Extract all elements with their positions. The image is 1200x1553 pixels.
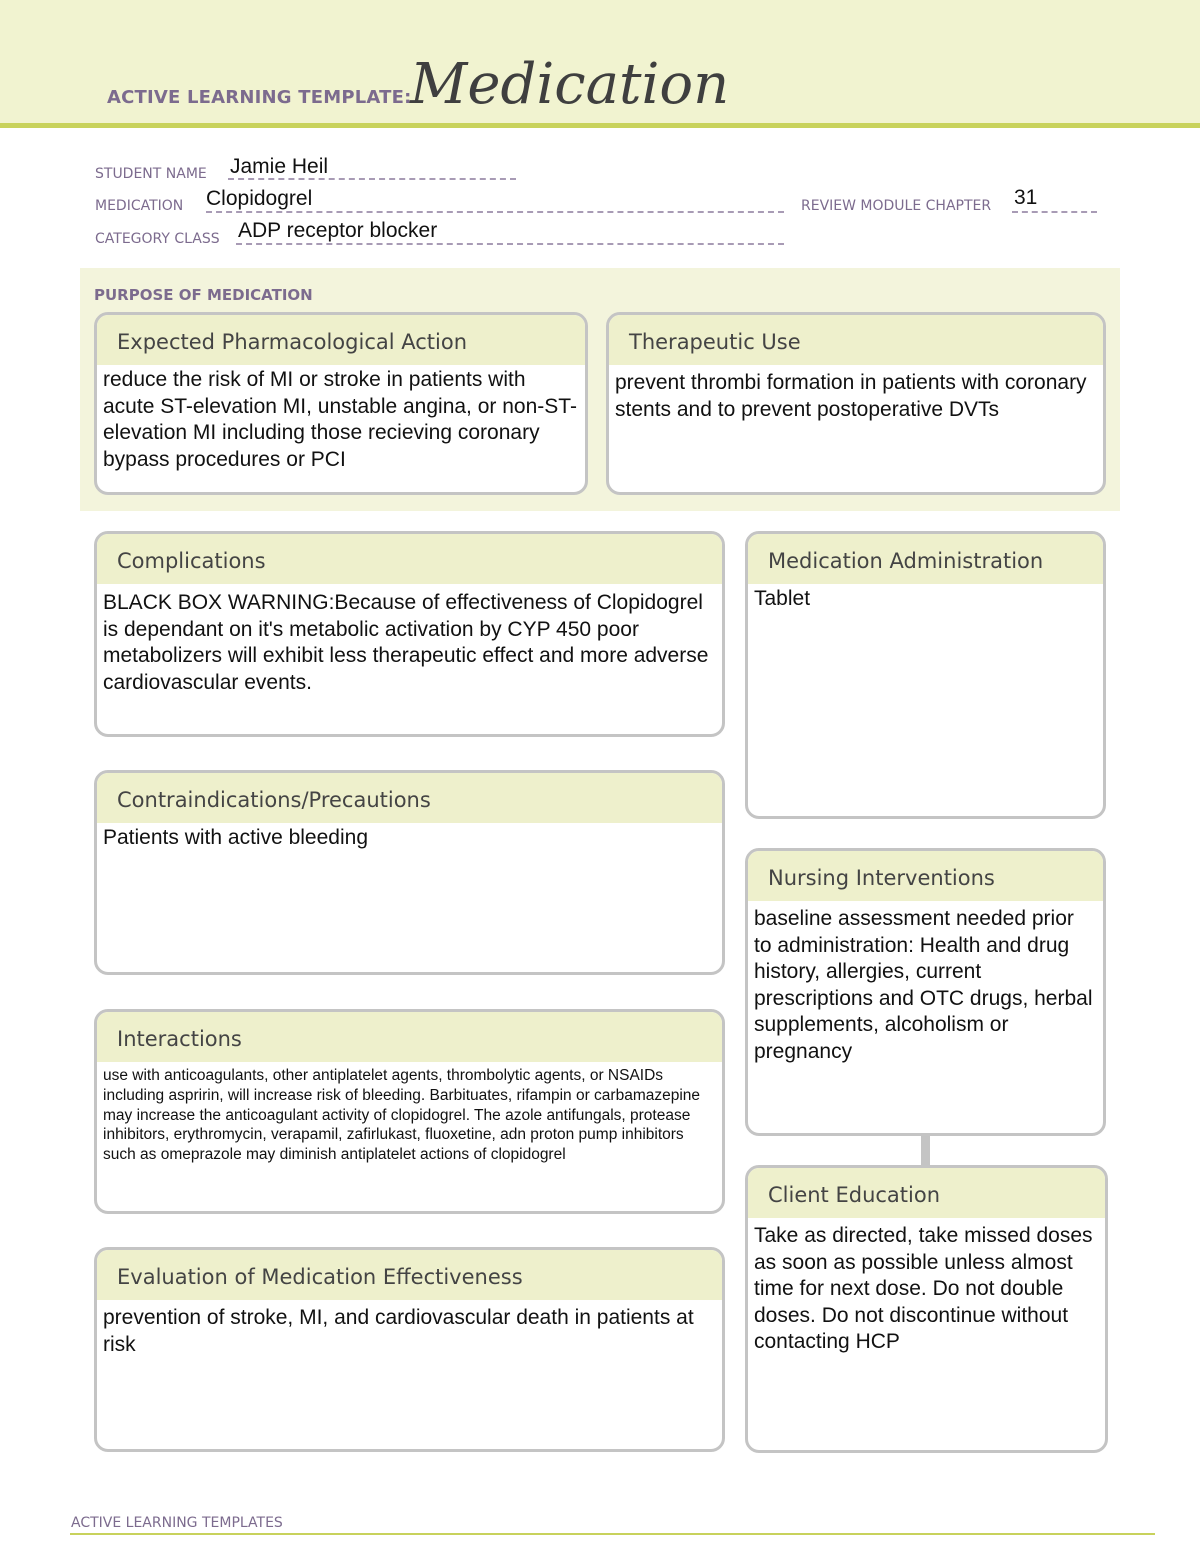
interactions-box (94, 1009, 725, 1214)
medication-label: MEDICATION (95, 198, 184, 214)
box-title: Client Education (748, 1168, 1105, 1218)
client-education-box (745, 1165, 1108, 1453)
nursing-interventions-box (745, 848, 1106, 1136)
template-label: ACTIVE LEARNING TEMPLATE: (107, 87, 412, 108)
box-title: Medication Administration (748, 534, 1103, 584)
box-title: Therapeutic Use (609, 315, 1103, 365)
connector (921, 1133, 930, 1168)
purpose-label: PURPOSE OF MEDICATION (94, 286, 313, 304)
category-class-field[interactable]: ADP receptor blocker (238, 219, 438, 242)
category-class-label: CATEGORY CLASS (95, 231, 220, 247)
administration-text[interactable]: Tablet (754, 587, 811, 610)
medication-line (206, 211, 784, 213)
review-chapter-line (1012, 211, 1097, 213)
box-title: Interactions (97, 1012, 722, 1062)
therapeutic-use-text[interactable]: prevent thrombi formation in patients with coronary stents and to prevent postoperative DVTs (615, 371, 1087, 421)
box-title: Nursing Interventions (748, 851, 1103, 901)
expected-action-box (94, 312, 588, 495)
page-title: Medication (410, 52, 730, 117)
category-class-line (236, 243, 784, 245)
contraindications-box (94, 770, 725, 975)
client-education-text[interactable]: Take as directed, take missed doses as soon as possible unless almost time for next dose. Do not double doses. Do not discontinue without contacting HCP (754, 1224, 1093, 1353)
box-title: Evaluation of Medication Effectiveness (97, 1250, 722, 1300)
contraindications-text[interactable]: Patients with active bleeding (103, 826, 368, 849)
review-chapter-label: REVIEW MODULE CHAPTER (801, 198, 992, 214)
interactions-text[interactable]: use with anticoagulants, other antiplatelet agents, thrombolytic agents, or NSAIDs including aspririn, will increase risk of bleeding. Barbituates, rifampin or carbamazepine may increase the anticoagulant activity of clopidogrel. The azole antifungals, protease inhibitors, erythromycin, verapamil, zafirlukast, fluoxetine, adn proton pump inhibitors such as omeprazole may diminish antiplatelet actions of clopidogrel (103, 1067, 701, 1164)
administration-box (745, 531, 1106, 819)
footer-label: ACTIVE LEARNING TEMPLATES (71, 1515, 283, 1531)
complications-text[interactable]: BLACK BOX WARNING:Because of effectiveness of Clopidogrel is dependant on it's metabolic activation by CYP 450 poor metabolizers will exhibit less therapeutic effect and more adverse cardiovascular events. (103, 591, 709, 694)
therapeutic-use-box (606, 312, 1106, 495)
box-title: Expected Pharmacological Action (97, 315, 585, 365)
footer-line (70, 1533, 1155, 1535)
evaluation-text[interactable]: prevention of stroke, MI, and cardiovascular death in patients at risk (103, 1306, 694, 1356)
review-chapter-field[interactable]: 31 (1014, 186, 1038, 209)
nursing-interventions-text[interactable]: baseline assessment needed prior to administration: Health and drug history, allergies, current prescriptions and OTC drugs, herbal supplements, alcoholism or pregnancy (754, 907, 1093, 1063)
complications-box (94, 531, 725, 737)
student-name-label: STUDENT NAME (95, 166, 207, 182)
box-title: Contraindications/Precautions (97, 773, 722, 823)
expected-action-text[interactable]: reduce the risk of MI or stroke in patients with acute ST-elevation MI, unstable angina, or non-ST- elevation MI including those recieving coronary bypass procedures or PCI (103, 368, 577, 471)
box-title: Complications (97, 534, 722, 584)
medication-field[interactable]: Clopidogrel (206, 187, 313, 210)
evaluation-box (94, 1247, 725, 1452)
student-name-field[interactable]: Jamie Heil (230, 155, 329, 178)
